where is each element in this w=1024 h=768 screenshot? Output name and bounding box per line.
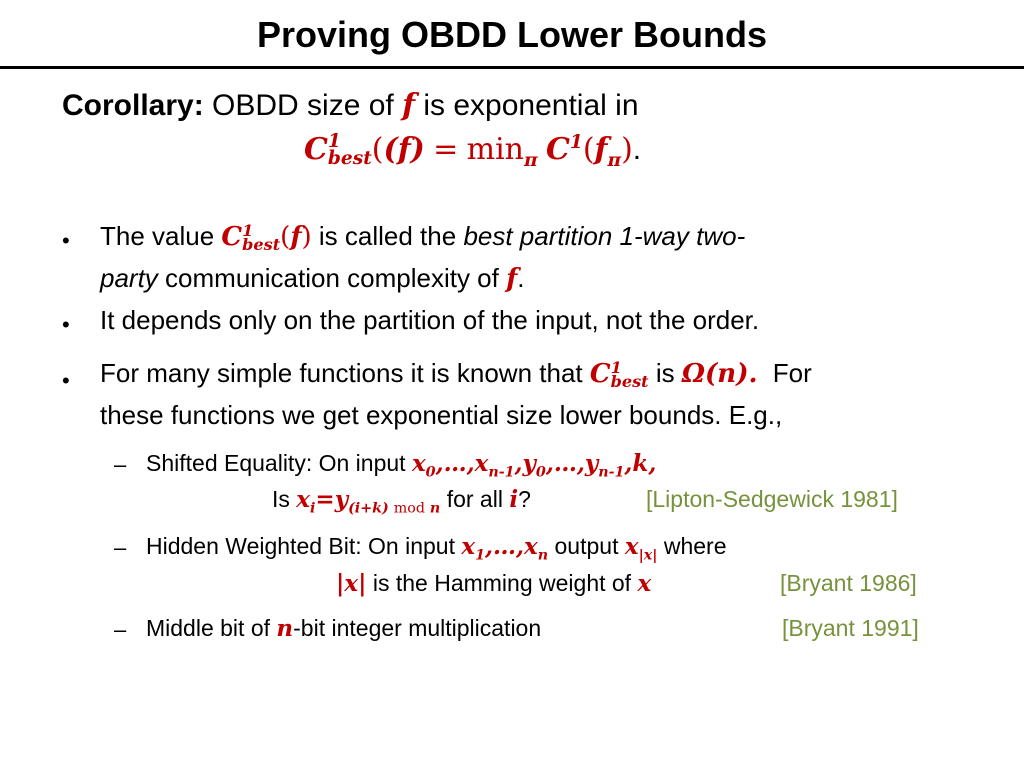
- sub-1-line-2: [272, 486, 531, 517]
- bullet-dot-3: •: [62, 368, 70, 393]
- bullet-1-line-1: [100, 221, 745, 253]
- formula-min: $\min_\pi$: [466, 132, 538, 171]
- bullet-1-supsub: 1 best: [242, 221, 281, 255]
- sub-2-output: output: [554, 533, 619, 559]
- bullet-1-party: party: [100, 263, 158, 293]
- bullet-1-line-2: [100, 263, 525, 294]
- formula-period: .: [632, 133, 642, 166]
- bullet-3-pre: For many simple functions it is known that: [100, 358, 583, 388]
- sub-1-i: i: [509, 486, 519, 513]
- bullet-3-supsub: 1 best: [610, 358, 649, 392]
- bullet-1-arg: (f): [280, 222, 312, 252]
- bullet-3-for: For: [772, 358, 812, 388]
- bullet-1-f: f: [506, 264, 518, 294]
- sub-2-inputs: $x_1,\dots,x_n$: [461, 533, 549, 564]
- formula-arg: ((f): [371, 132, 425, 167]
- sub-3-pre: Middle bit of: [146, 615, 271, 641]
- bullet-1-cbest: C: [221, 222, 243, 252]
- corollary-text-a: OBDD size of: [212, 89, 394, 122]
- sub-2-abs: |x|: [336, 570, 367, 597]
- bullet-1-italic: best partition 1-way two-: [463, 221, 746, 251]
- sub-3-post: -bit integer multiplication: [293, 615, 542, 641]
- corollary-f: f: [402, 88, 416, 123]
- formula-C2: $C^1$: [545, 132, 583, 167]
- sub-2-line-2: [336, 570, 651, 597]
- slide-title: Proving OBDD Lower Bounds: [256, 14, 767, 55]
- formula-sup-sub: 1 best: [327, 131, 372, 170]
- sub-2-desc: is the Hamming weight of: [372, 570, 632, 596]
- sub-2-x: x: [637, 570, 652, 597]
- title-underline: [0, 66, 1024, 69]
- sub-2-where: where: [663, 533, 727, 559]
- dash-2: –: [114, 535, 127, 560]
- corollary-line: [62, 88, 639, 123]
- sub-2-ref: [Bryant 1986]: [780, 570, 917, 596]
- bullet-3-omega: Ω(n).: [681, 359, 758, 389]
- bullet-3-cbest: C: [589, 359, 611, 389]
- corollary-text-b: is exponential in: [423, 89, 639, 122]
- sub-1-label: Shifted Equality: On input: [146, 450, 406, 476]
- bullet-3-is: is: [655, 358, 675, 388]
- sub-3-ref: [Bryant 1991]: [782, 615, 919, 641]
- corollary-formula: [304, 132, 641, 171]
- corollary-label: Corollary:: [62, 89, 204, 122]
- formula-C: C: [304, 132, 328, 167]
- sub-2-label: Hidden Weighted Bit: On input: [146, 533, 455, 559]
- sub-1-ref: [Lipton-Sedgewick 1981]: [646, 486, 898, 512]
- bullet-3-line-2: these functions we get exponential size lower bounds. E.g.,: [100, 400, 783, 430]
- sub-1-is: Is: [272, 486, 290, 512]
- bullet-1-mid: is called the: [318, 221, 457, 251]
- bullet-1-line2-text: communication complexity of: [165, 263, 499, 293]
- sub-1-cond: $x_i=y_{(i+k) mod n}$: [296, 486, 441, 517]
- sub-1-forall: for all: [446, 486, 503, 512]
- formula-rhs: $(f_\pi)$: [582, 132, 633, 171]
- formula-eq: =: [433, 132, 459, 167]
- bullet-3-line-1: [100, 358, 812, 390]
- sub-3-line: [146, 615, 541, 642]
- bullet-1-end: .: [517, 263, 525, 293]
- dash-1: –: [114, 452, 127, 477]
- bullet-dot-1: •: [62, 228, 70, 253]
- sub-1-line-1: [146, 450, 656, 481]
- sub-1-inputs: $x_0,\dots,x_{n-1},y_0,\dots,y_{n-1},k$,: [411, 450, 657, 481]
- sub-2-out-var: $x_{|x|}$: [624, 533, 658, 564]
- sub-2-line-1: [146, 533, 727, 564]
- bullet-dot-2: •: [62, 312, 70, 337]
- bullet-2: It depends only on the partition of the input, not the order.: [100, 305, 760, 335]
- sub-3-n: n: [276, 615, 294, 642]
- bullet-1-pre: The value: [100, 221, 215, 251]
- dash-3: –: [114, 617, 127, 642]
- sub-1-q: ?: [518, 486, 531, 512]
